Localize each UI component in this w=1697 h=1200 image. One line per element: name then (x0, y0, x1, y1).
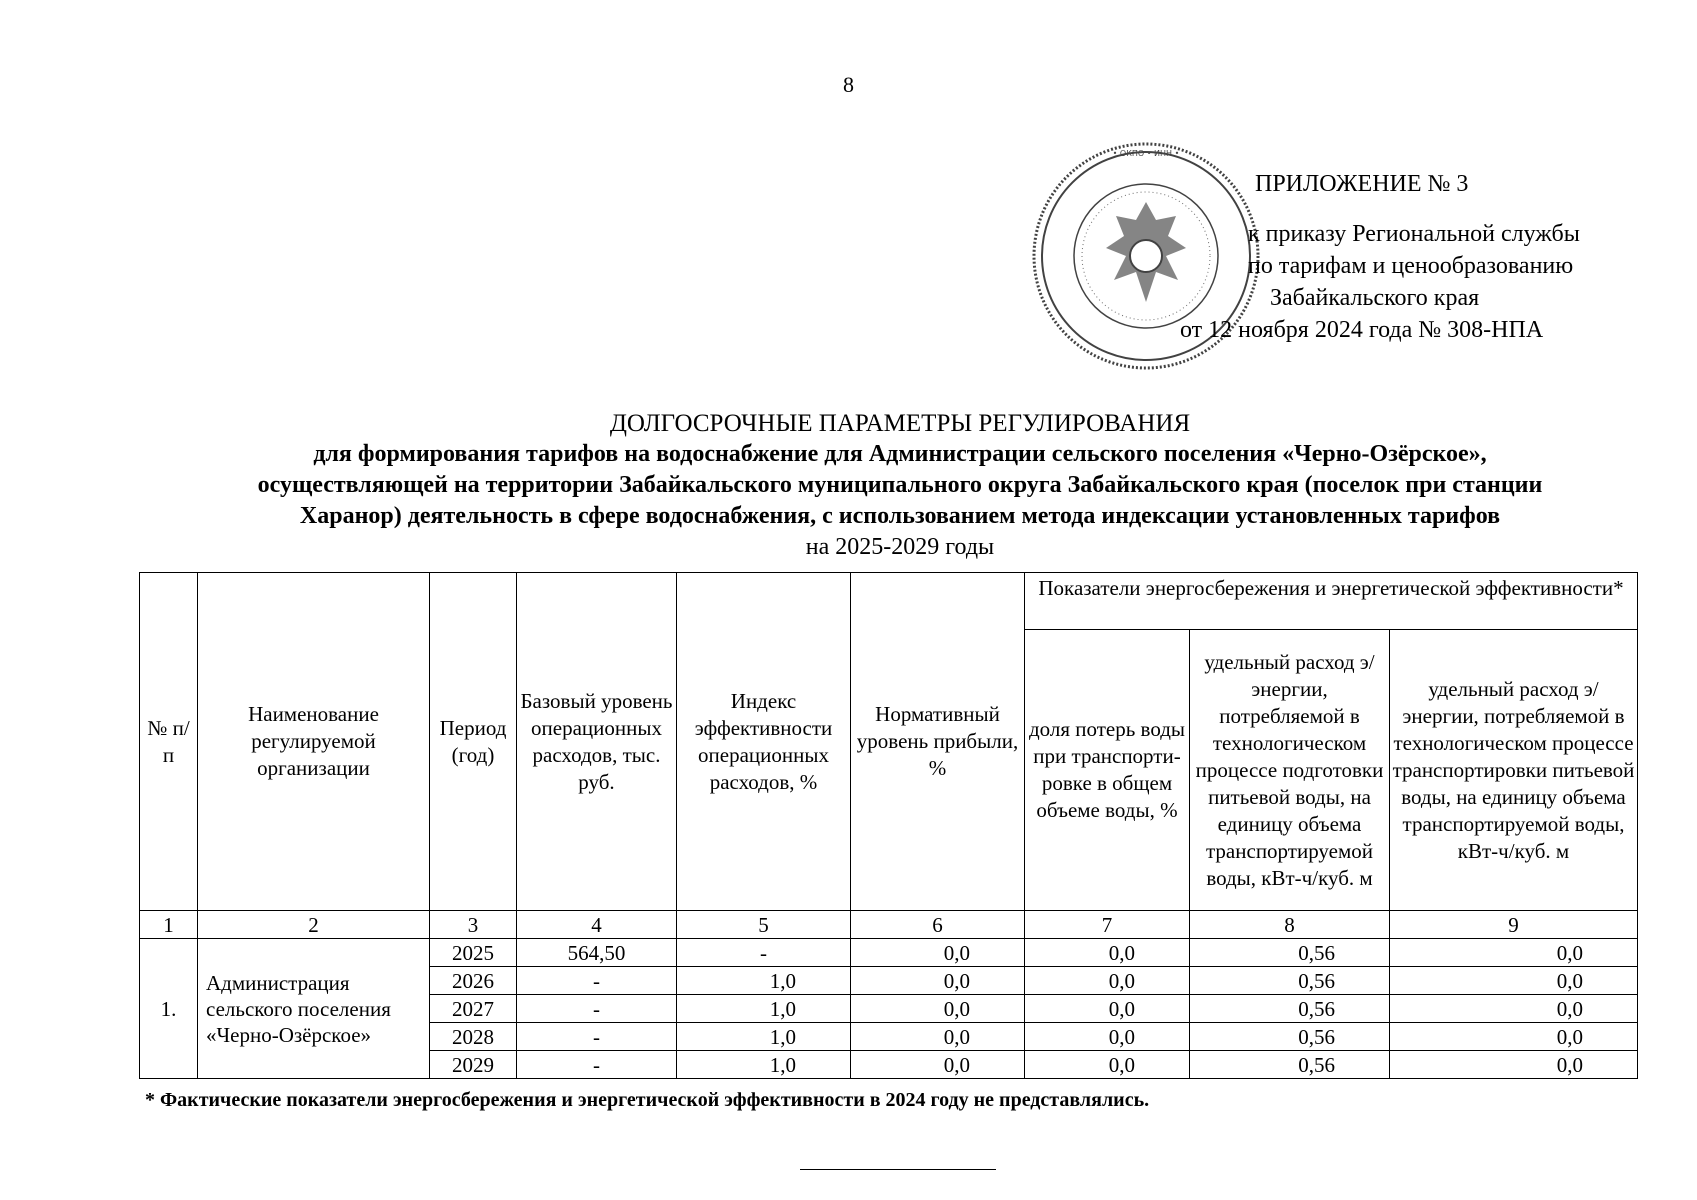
header-water-loss: доля потерь воды при транспорти-ровке в общем объеме воды, % (1025, 630, 1190, 911)
profit-cell: 0,0 (851, 1051, 1025, 1079)
appendix-line-1: к приказу Региональной службы (1248, 221, 1580, 247)
base-opex-cell: - (517, 995, 677, 1023)
appendix-title: ПРИЛОЖЕНИЕ № 3 (1255, 171, 1469, 197)
row-number: 1. (140, 939, 198, 1079)
header-profit-level: Нормативный уровень прибыли, % (851, 573, 1025, 911)
column-number: 2 (198, 911, 430, 939)
header-energy-transport: удельный расход э/энергии, потребляемой в технологическом процессе транспортировки питьевой воды, на единицу объема транспортируемой воды, кВт-ч/куб. м (1390, 630, 1638, 911)
year-cell: 2026 (430, 967, 517, 995)
energy-transport-cell: 0,0 (1390, 1051, 1638, 1079)
energy-prep-cell: 0,56 (1190, 1051, 1390, 1079)
column-number: 5 (677, 911, 851, 939)
end-divider (800, 1169, 996, 1170)
column-number: 3 (430, 911, 517, 939)
header-period: Период (год) (430, 573, 517, 911)
efficiency-index-cell: 1,0 (677, 1023, 851, 1051)
water-loss-cell: 0,0 (1025, 939, 1190, 967)
water-loss-cell: 0,0 (1025, 1023, 1190, 1051)
efficiency-index-cell: 1,0 (677, 995, 851, 1023)
year-cell: 2029 (430, 1051, 517, 1079)
table-row (140, 939, 1638, 967)
base-opex-cell: - (517, 1051, 677, 1079)
energy-transport-cell: 0,0 (1390, 939, 1638, 967)
efficiency-index-cell: 1,0 (677, 967, 851, 995)
profit-cell: 0,0 (851, 939, 1025, 967)
footnote: * Фактические показатели энергосбережения и энергетической эффективности в 2024 году не представлялись. (145, 1089, 1150, 1111)
page-number: 8 (843, 72, 854, 97)
water-loss-cell: 0,0 (1025, 1051, 1190, 1079)
header-energy-preparation: удельный расход э/энергии, потребляемой в технологическом процессе подготовки питьевой воды, на единицу объема транспортируемой воды, кВт-ч/куб. м (1190, 630, 1390, 911)
water-loss-cell: 0,0 (1025, 995, 1190, 1023)
energy-prep-cell: 0,56 (1190, 939, 1390, 967)
column-number: 4 (517, 911, 677, 939)
column-number: 7 (1025, 911, 1190, 939)
energy-transport-cell: 0,0 (1390, 1023, 1638, 1051)
document-title: ДОЛГОСРОЧНЫЕ ПАРАМЕТРЫ РЕГУЛИРОВАНИЯ (609, 410, 1191, 437)
header-base-opex: Базовый уровень операционных расходов, тыс. руб. (517, 573, 677, 911)
appendix-line-4: от 12 ноября 2024 года № 308-НПА (1180, 317, 1544, 343)
header-organization: Наименование регулируемой организации (198, 573, 430, 911)
column-number: 6 (851, 911, 1025, 939)
base-opex-cell: 564,50 (517, 939, 677, 967)
base-opex-cell: - (517, 1023, 677, 1051)
header-row-number: № п/п (140, 573, 198, 911)
appendix-line-2: по тарифам и ценообразованию (1248, 253, 1574, 279)
heading-line-1: для формирования тарифов на водоснабжение для Администрации сельского поселения «Черно-Озёрское», (313, 441, 1487, 467)
svg-text:• ОКПО • ИНН •: • ОКПО • ИНН • (1112, 149, 1180, 158)
column-number: 9 (1390, 911, 1638, 939)
header-efficiency-index: Индекс эффективности операционных расходов, % (677, 573, 851, 911)
efficiency-index-cell: 1,0 (677, 1051, 851, 1079)
column-number: 1 (140, 911, 198, 939)
energy-prep-cell: 0,56 (1190, 1023, 1390, 1051)
base-opex-cell: - (517, 967, 677, 995)
organization-name: Администрация сельского поселения «Черно-Озёрское» (198, 939, 430, 1079)
year-cell: 2025 (430, 939, 517, 967)
heading-line-4: на 2025-2029 годы (805, 534, 995, 560)
energy-prep-cell: 0,56 (1190, 967, 1390, 995)
efficiency-index-cell: - (677, 939, 851, 967)
year-cell: 2027 (430, 995, 517, 1023)
column-numbers-row (140, 911, 1638, 939)
appendix-header (1160, 168, 1680, 346)
profit-cell: 0,0 (851, 995, 1025, 1023)
document-heading (120, 408, 1680, 563)
profit-cell: 0,0 (851, 1023, 1025, 1051)
heading-line-2: осуществляющей на территории Забайкальского муниципального округа Забайкальского края (поселок при станции (257, 472, 1543, 498)
heading-line-3: Харанор) деятельность в сфере водоснабжения, с использованием метода индексации установленных тарифов (299, 503, 1501, 529)
parameters-table (139, 572, 1638, 1079)
header-energy-group: Показатели энергосбережения и энергетической эффективности* (1025, 573, 1638, 630)
column-number: 8 (1190, 911, 1390, 939)
appendix-line-3: Забайкальского края (1270, 285, 1480, 311)
energy-transport-cell: 0,0 (1390, 995, 1638, 1023)
water-loss-cell: 0,0 (1025, 967, 1190, 995)
energy-prep-cell: 0,56 (1190, 995, 1390, 1023)
year-cell: 2028 (430, 1023, 517, 1051)
energy-transport-cell: 0,0 (1390, 967, 1638, 995)
profit-cell: 0,0 (851, 967, 1025, 995)
